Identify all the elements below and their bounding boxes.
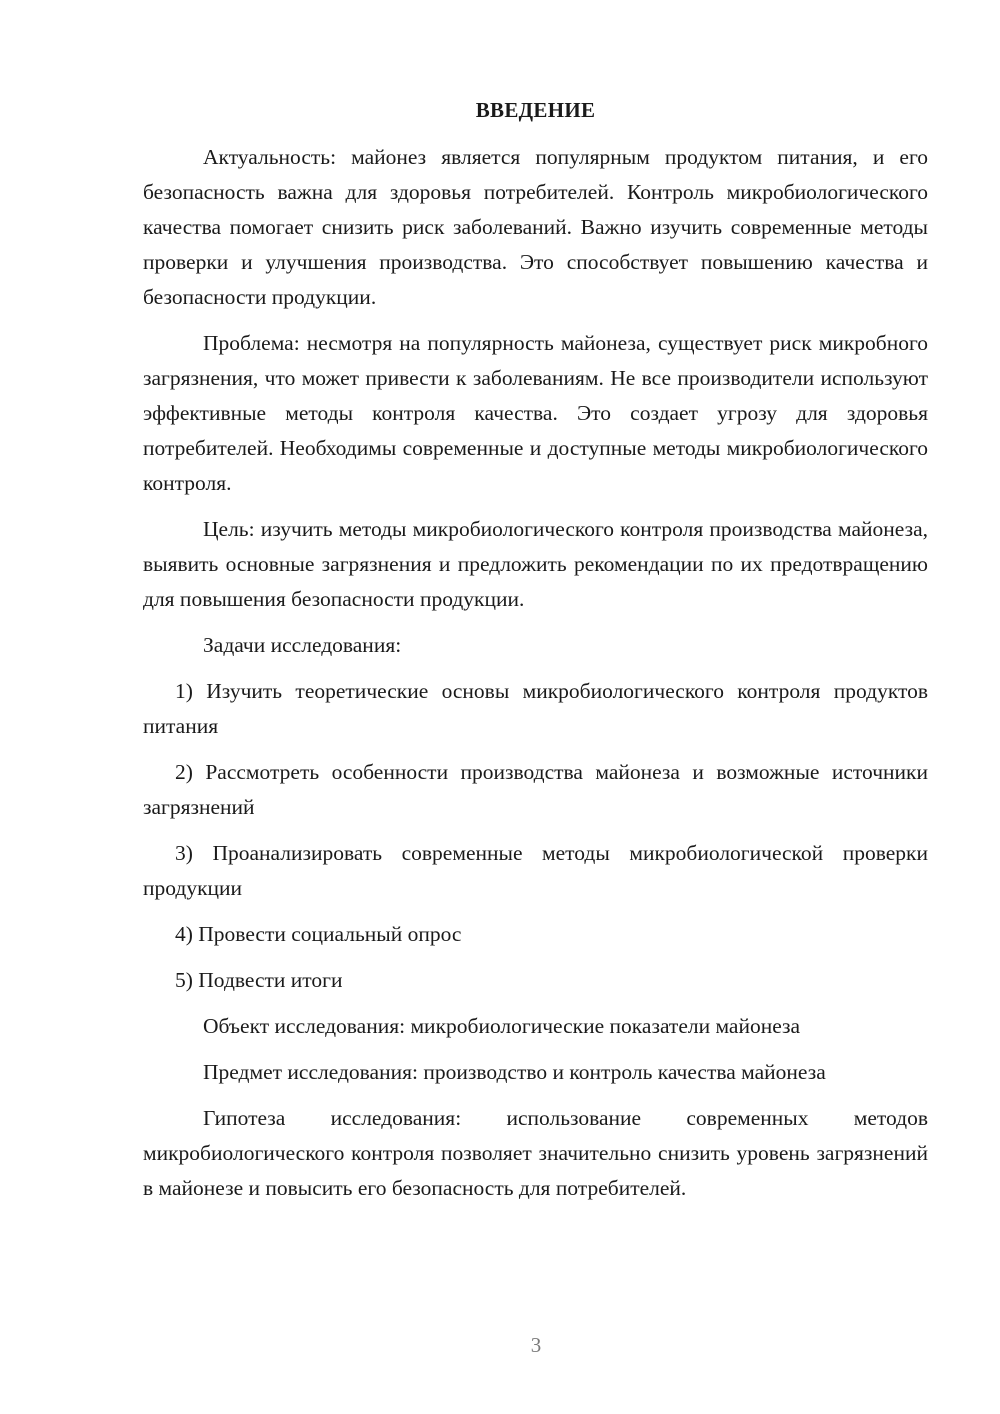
page-number: 3 <box>530 1333 542 1357</box>
document-page <box>143 93 928 1206</box>
hypothesis-paragraph: Гипотеза исследования: использование современных методов микробиологического контроля позволяет значительно снизить уровень загрязнений в майонезе и повысить его безопасность для потребителей. <box>143 1106 928 1200</box>
task-item-2: 2) Рассмотреть особенности производства майонеза и возможные источники загрязнений <box>143 760 928 819</box>
task-item-1: 1) Изучить теоретические основы микробиологического контроля продуктов питания <box>143 679 928 738</box>
task-item-3: 3) Проанализировать современные методы микробиологической проверки продукции <box>143 841 928 900</box>
goal-paragraph: Цель: изучить методы микробиологического контроля производства майонеза, выявить основные загрязнения и предложить рекомендации по их предотвращению для повышения безопасности продукции. <box>143 517 928 611</box>
task-item-5: 5) Подвести итоги <box>175 968 343 992</box>
subject-paragraph: Предмет исследования: производство и контроль качества майонеза <box>203 1060 826 1084</box>
object-paragraph: Объект исследования: микробиологические показатели майонеза <box>203 1014 801 1038</box>
problem-paragraph: Проблема: несмотря на популярность майонеза, существует риск микробного загрязнения, что может привести к заболеваниям. Не все производители используют эффективные методы контроля качества. Это создает угрозу для здоровья потребителей. Необходимы современные и доступные методы микробиологического контроля. <box>143 331 928 495</box>
relevance-paragraph: Актуальность: майонез является популярным продуктом питания, и его безопасность важна для здоровья потребителей. Контроль микробиологического качества помогает снизить риск заболеваний. Важно изучить современные методы проверки и улучшения производства. Это способствует повышению качества и безопасности продукции. <box>143 145 928 309</box>
task-item-4: 4) Провести социальный опрос <box>175 922 462 946</box>
tasks-heading: Задачи исследования: <box>203 633 402 657</box>
page-title: ВВЕДЕНИЕ <box>475 98 596 122</box>
